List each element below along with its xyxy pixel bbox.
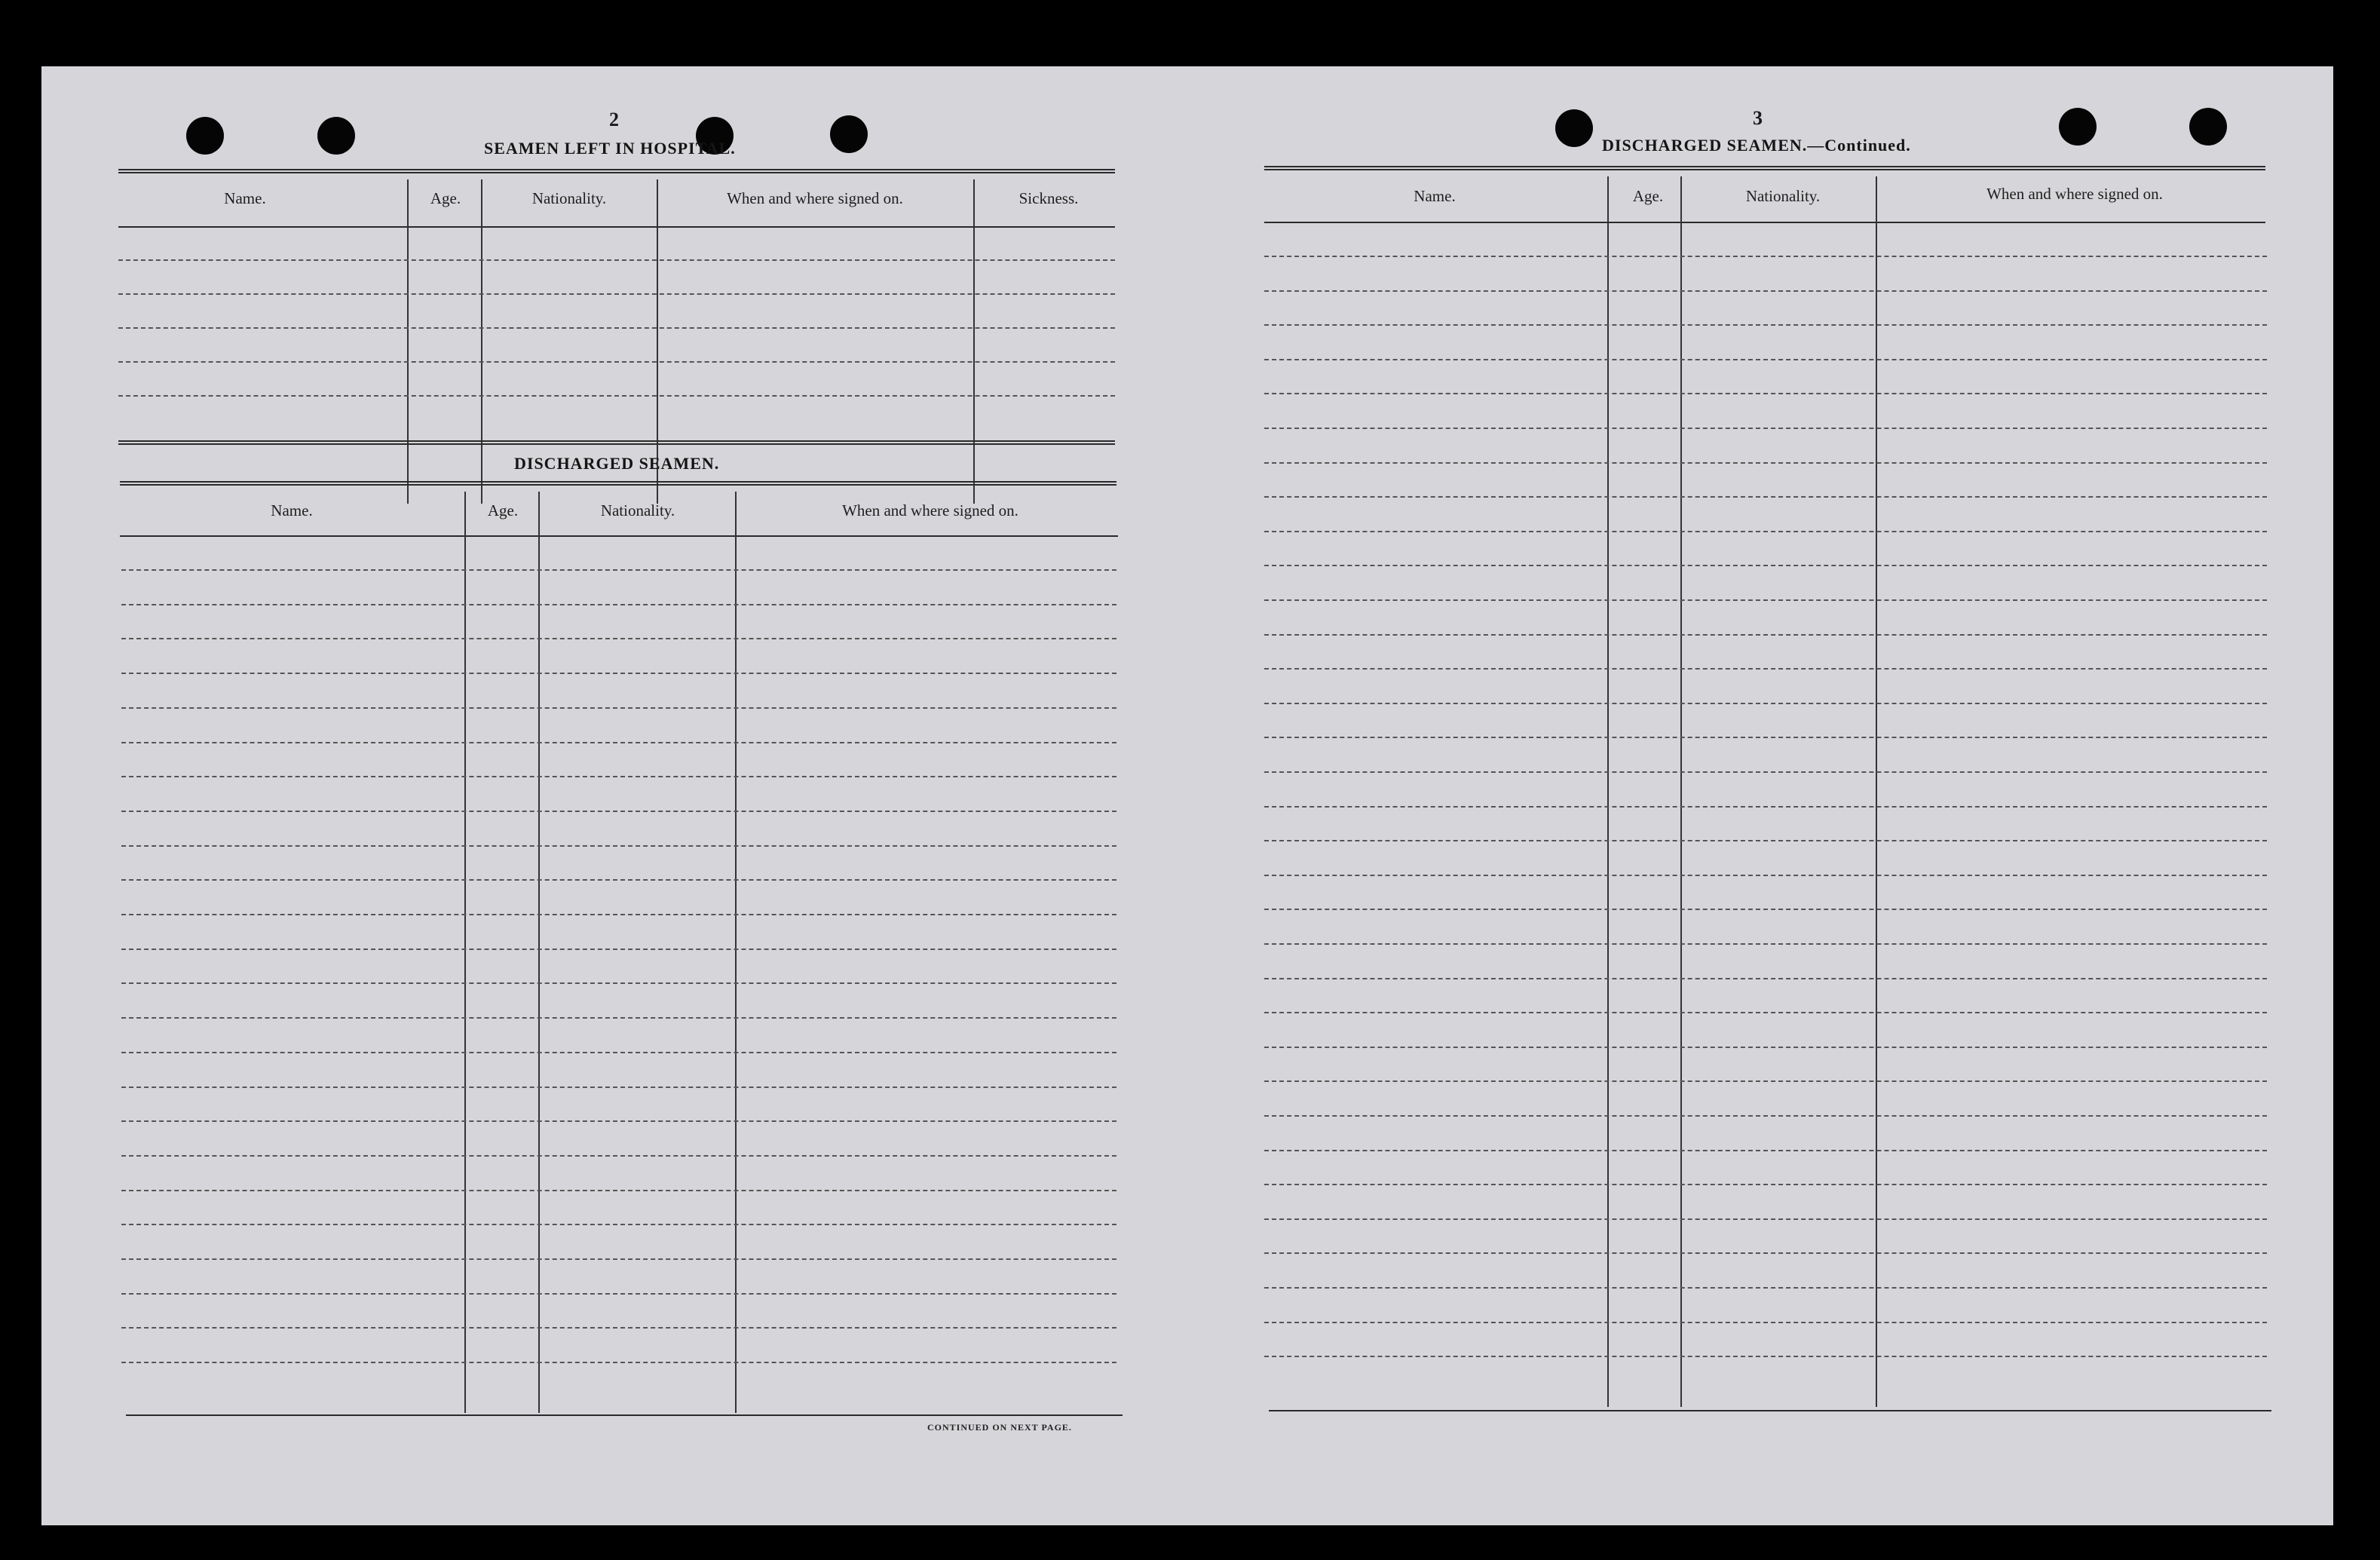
entry-row-line	[1264, 771, 2267, 773]
entry-row-line	[121, 569, 1116, 571]
punch-hole	[317, 117, 355, 155]
entry-row-line	[1264, 462, 2267, 464]
col-age: Age.	[430, 189, 461, 207]
punch-hole	[186, 117, 224, 155]
col-signed-on: When and where signed on.	[842, 501, 1018, 519]
hospital-bottom-rule	[118, 440, 1115, 445]
entry-row-line	[121, 1293, 1116, 1295]
entry-row-line	[118, 327, 1115, 329]
discharged-top-rule	[120, 481, 1116, 486]
entry-row-line	[1264, 565, 2267, 566]
entry-row-line	[121, 1086, 1116, 1088]
hospital-col-divider	[973, 179, 975, 504]
entry-row-line	[121, 1258, 1116, 1260]
punch-hole	[1555, 109, 1593, 147]
col-signed-on: When and where signed on.	[1986, 185, 2163, 203]
entry-row-line	[118, 395, 1115, 397]
discharged-col-divider	[538, 492, 540, 1413]
entry-row-line	[1264, 599, 2267, 601]
col-nationality: Nationality.	[1745, 187, 1821, 205]
entry-row-line	[121, 707, 1116, 709]
entry-row-line	[1264, 1252, 2267, 1254]
entry-row-line	[121, 914, 1116, 915]
discharged-header-rule	[120, 535, 1118, 537]
entry-row-line	[121, 1362, 1116, 1363]
entry-row-line	[1264, 1047, 2267, 1048]
right-top-rule	[1264, 166, 2265, 170]
col-nationality: Nationality.	[531, 189, 607, 207]
entry-row-line	[121, 638, 1116, 639]
right-col-divider	[1680, 176, 1682, 1407]
entry-row-line	[121, 1017, 1116, 1019]
entry-row-line	[121, 604, 1116, 605]
discharged-col-divider	[464, 492, 466, 1413]
entry-row-line	[1264, 496, 2267, 498]
col-sickness: Sickness.	[1018, 189, 1079, 207]
col-age: Age.	[1632, 187, 1664, 205]
entry-row-line	[1264, 359, 2267, 360]
entry-row-line	[1264, 1184, 2267, 1185]
entry-row-line	[1264, 393, 2267, 394]
entry-row-line	[1264, 1356, 2267, 1357]
entry-row-line	[121, 1052, 1116, 1053]
punch-hole	[830, 115, 868, 153]
col-name: Name.	[1414, 187, 1456, 205]
entry-row-line	[121, 1155, 1116, 1157]
discharged-continued-title: DISCHARGED SEAMEN.—Continued.	[1602, 136, 1911, 155]
page-number-left: 2	[609, 109, 619, 130]
entry-row-line	[1264, 806, 2267, 808]
right-col-divider	[1607, 176, 1609, 1407]
entry-row-line	[121, 949, 1116, 950]
entry-row-line	[121, 742, 1116, 743]
entry-row-line	[1264, 290, 2267, 292]
punch-hole	[2059, 108, 2097, 146]
discharged-col-divider	[735, 492, 737, 1413]
entry-row-line	[1264, 531, 2267, 532]
entry-row-line	[1264, 634, 2267, 636]
entry-row-line	[121, 1190, 1116, 1191]
right-header-rule	[1264, 222, 2265, 223]
entry-row-line	[118, 293, 1115, 295]
col-nationality: Nationality.	[600, 501, 675, 519]
entry-row-line	[1264, 978, 2267, 979]
document-sheet	[41, 66, 2333, 1525]
right-col-divider	[1876, 176, 1877, 1407]
entry-row-line	[121, 673, 1116, 674]
page-number-right: 3	[1753, 107, 1763, 129]
entry-row-line	[1264, 1322, 2267, 1323]
entry-row-line	[1264, 1115, 2267, 1117]
hospital-col-divider	[407, 179, 409, 504]
entry-row-line	[118, 259, 1115, 261]
entry-row-line	[1264, 428, 2267, 429]
entry-row-line	[1264, 737, 2267, 738]
right-bottom-rule	[1269, 1410, 2271, 1411]
entry-row-line	[1264, 1287, 2267, 1289]
entry-row-line	[1264, 1218, 2267, 1220]
entry-row-line	[1264, 668, 2267, 670]
entry-row-line	[1264, 324, 2267, 326]
entry-row-line	[1264, 1150, 2267, 1151]
entry-row-line	[121, 845, 1116, 847]
entry-row-line	[1264, 909, 2267, 910]
discharged-bottom-rule	[126, 1414, 1123, 1416]
entry-row-line	[1264, 943, 2267, 945]
entry-row-line	[121, 1327, 1116, 1329]
hospital-col-divider	[481, 179, 482, 504]
entry-row-line	[121, 811, 1116, 812]
entry-row-line	[121, 982, 1116, 984]
col-signed-on: When and where signed on.	[727, 189, 903, 207]
entry-row-line	[121, 776, 1116, 777]
discharged-section-title: DISCHARGED SEAMEN.	[514, 454, 720, 473]
punch-hole	[2189, 108, 2227, 146]
col-name: Name.	[271, 501, 313, 519]
hospital-section-title: SEAMEN LEFT IN HOSPITAL.	[484, 139, 736, 158]
entry-row-line	[118, 361, 1115, 363]
entry-row-line	[1264, 840, 2267, 841]
entry-row-line	[1264, 1012, 2267, 1013]
col-age: Age.	[487, 501, 519, 519]
entry-row-line	[121, 1120, 1116, 1122]
entry-row-line	[121, 1224, 1116, 1225]
entry-row-line	[1264, 703, 2267, 704]
entry-row-line	[1264, 256, 2267, 257]
entry-row-line	[1264, 875, 2267, 876]
col-name: Name.	[224, 189, 266, 207]
entry-row-line	[121, 879, 1116, 881]
continued-footnote: CONTINUED ON NEXT PAGE.	[927, 1422, 1072, 1433]
hospital-header-rule	[118, 226, 1115, 228]
hospital-top-rule	[118, 169, 1115, 173]
entry-row-line	[1264, 1080, 2267, 1082]
